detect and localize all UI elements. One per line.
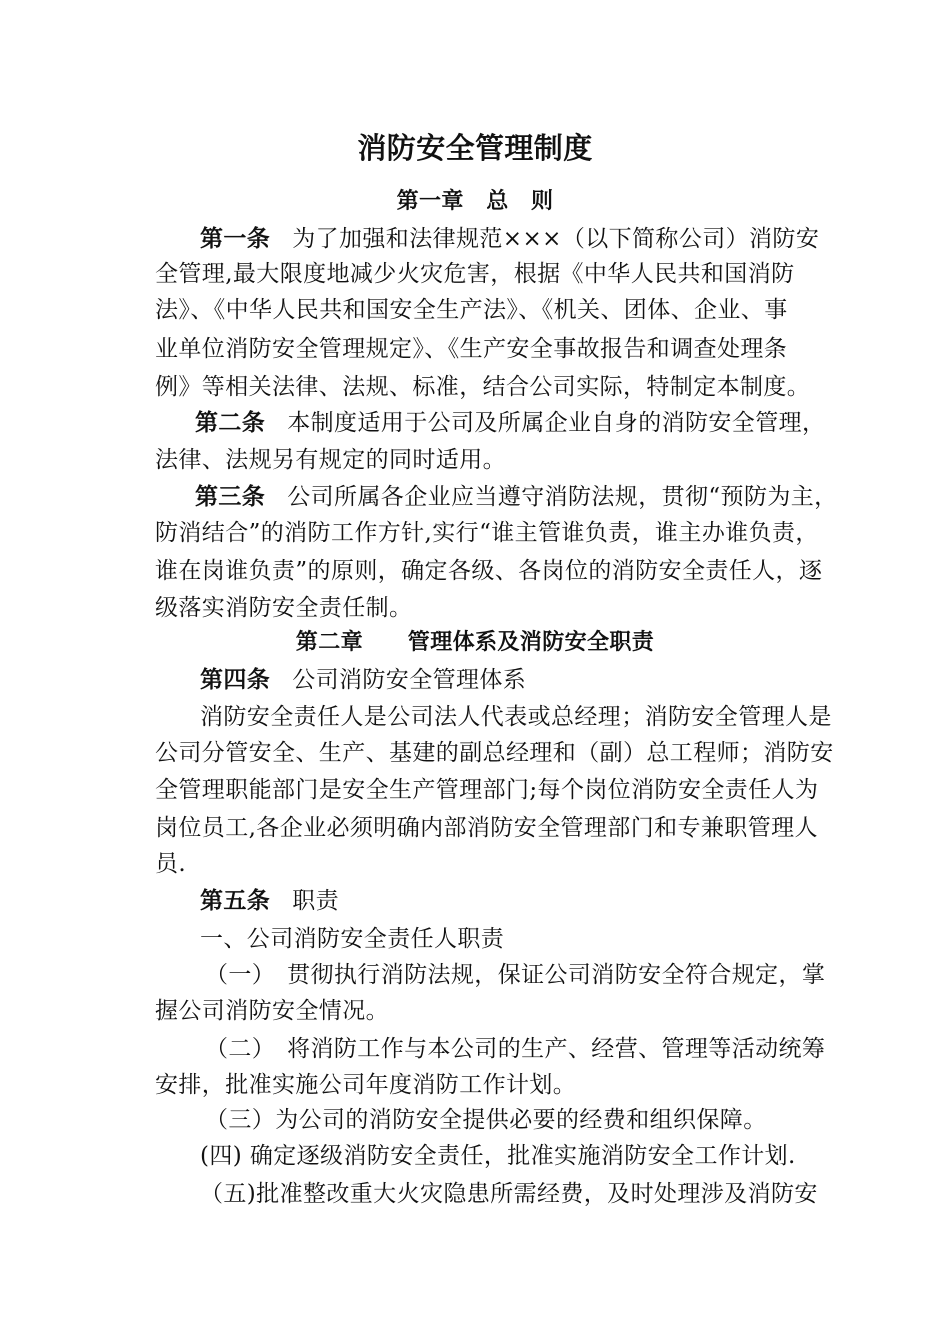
- article-1-line: 例》等相关法律、法规、标准，结合公司实际，特制定本制度。: [155, 374, 811, 400]
- article-4-label: 第四条: [200, 667, 271, 693]
- article-2-line: [195, 408, 826, 438]
- article-1-line: 全管理,最大限度地减少火灾危害，根据《中华人民共和国消防: [155, 261, 795, 287]
- article-5-line: [200, 886, 815, 916]
- article-5-label: 第五条: [200, 888, 271, 914]
- document-title: 消防安全管理制度: [357, 131, 593, 165]
- paragraph-line: 消防安全责任人是公司法人代表或总经理；消防安全管理人是: [200, 704, 832, 730]
- article-3-text: 公司所属各企业应当遵守消防法规，贯彻“预防为主，: [287, 484, 838, 510]
- article-2-label: 第二条: [195, 410, 266, 436]
- article-1-line: 业单位消防安全管理规定》、《生产安全事故报告和调查处理条: [155, 336, 788, 362]
- article-3-line: 防消结合”的消防工作方针,实行“谁主管谁负责，谁主办谁负责，: [155, 520, 819, 546]
- list-item: （二） 将消防工作与本公司的生产、经营、管理等活动统筹: [205, 1036, 826, 1062]
- section-heading: 一、公司消防安全责任人职责: [200, 926, 505, 952]
- list-item-continued: 握公司消防安全情况。: [155, 998, 389, 1024]
- article-2-line: 法律、法规另有规定的同时适用。: [155, 447, 506, 473]
- list-item-continued: 安排，批准实施公司年度消防工作计划。: [155, 1072, 577, 1098]
- list-item: （五)批准整改重大火灾隐患所需经费，及时处理涉及消防安: [200, 1181, 818, 1207]
- list-item: (四) 确定逐级消防安全责任，批准实施消防安全工作计划.: [200, 1143, 796, 1169]
- article-2-text: 本制度适用于公司及所属企业自身的消防安全管理，: [287, 410, 826, 436]
- article-4-line: [200, 665, 815, 695]
- paragraph-line: 岗位员工,各企业必须明确内部消防安全管理部门和专兼职管理人: [155, 815, 818, 841]
- article-1-line: 法》、《中华人民共和国安全生产法》、《机关、团体、企业、事: [155, 297, 788, 323]
- article-3-line: [195, 482, 838, 512]
- chapter-1-heading: 第一章 总 则: [396, 189, 554, 214]
- chapter-2-heading: 第二章 管理体系及消防安全职责: [295, 630, 655, 655]
- article-3-line: 谁在岗谁负责”的原则，确定各级、各岗位的消防安全责任人，逐: [155, 558, 823, 584]
- list-item: （三）为公司的消防安全提供必要的经费和组织保障。: [205, 1107, 767, 1133]
- article-3-label: 第三条: [195, 484, 266, 510]
- article-4-text: 公司消防安全管理体系: [292, 667, 527, 693]
- article-5-text: 职责: [292, 888, 340, 914]
- article-1-line: [200, 224, 820, 254]
- paragraph-line: 公司分管安全、生产、基建的副总经理和（副）总工程师；消防安: [155, 740, 834, 766]
- article-1-label: 第一条: [200, 226, 271, 252]
- article-1-text: 为了加强和法律规范×××（以下简称公司）消防安: [292, 226, 820, 252]
- paragraph-line: 员.: [155, 851, 187, 877]
- article-3-line: 级落实消防安全责任制。: [155, 595, 413, 621]
- paragraph-line: 全管理职能部门是安全生产管理部门;每个岗位消防安全责任人为: [155, 777, 819, 803]
- list-item: （一） 贯彻执行消防法规，保证公司消防安全符合规定，掌: [205, 962, 826, 988]
